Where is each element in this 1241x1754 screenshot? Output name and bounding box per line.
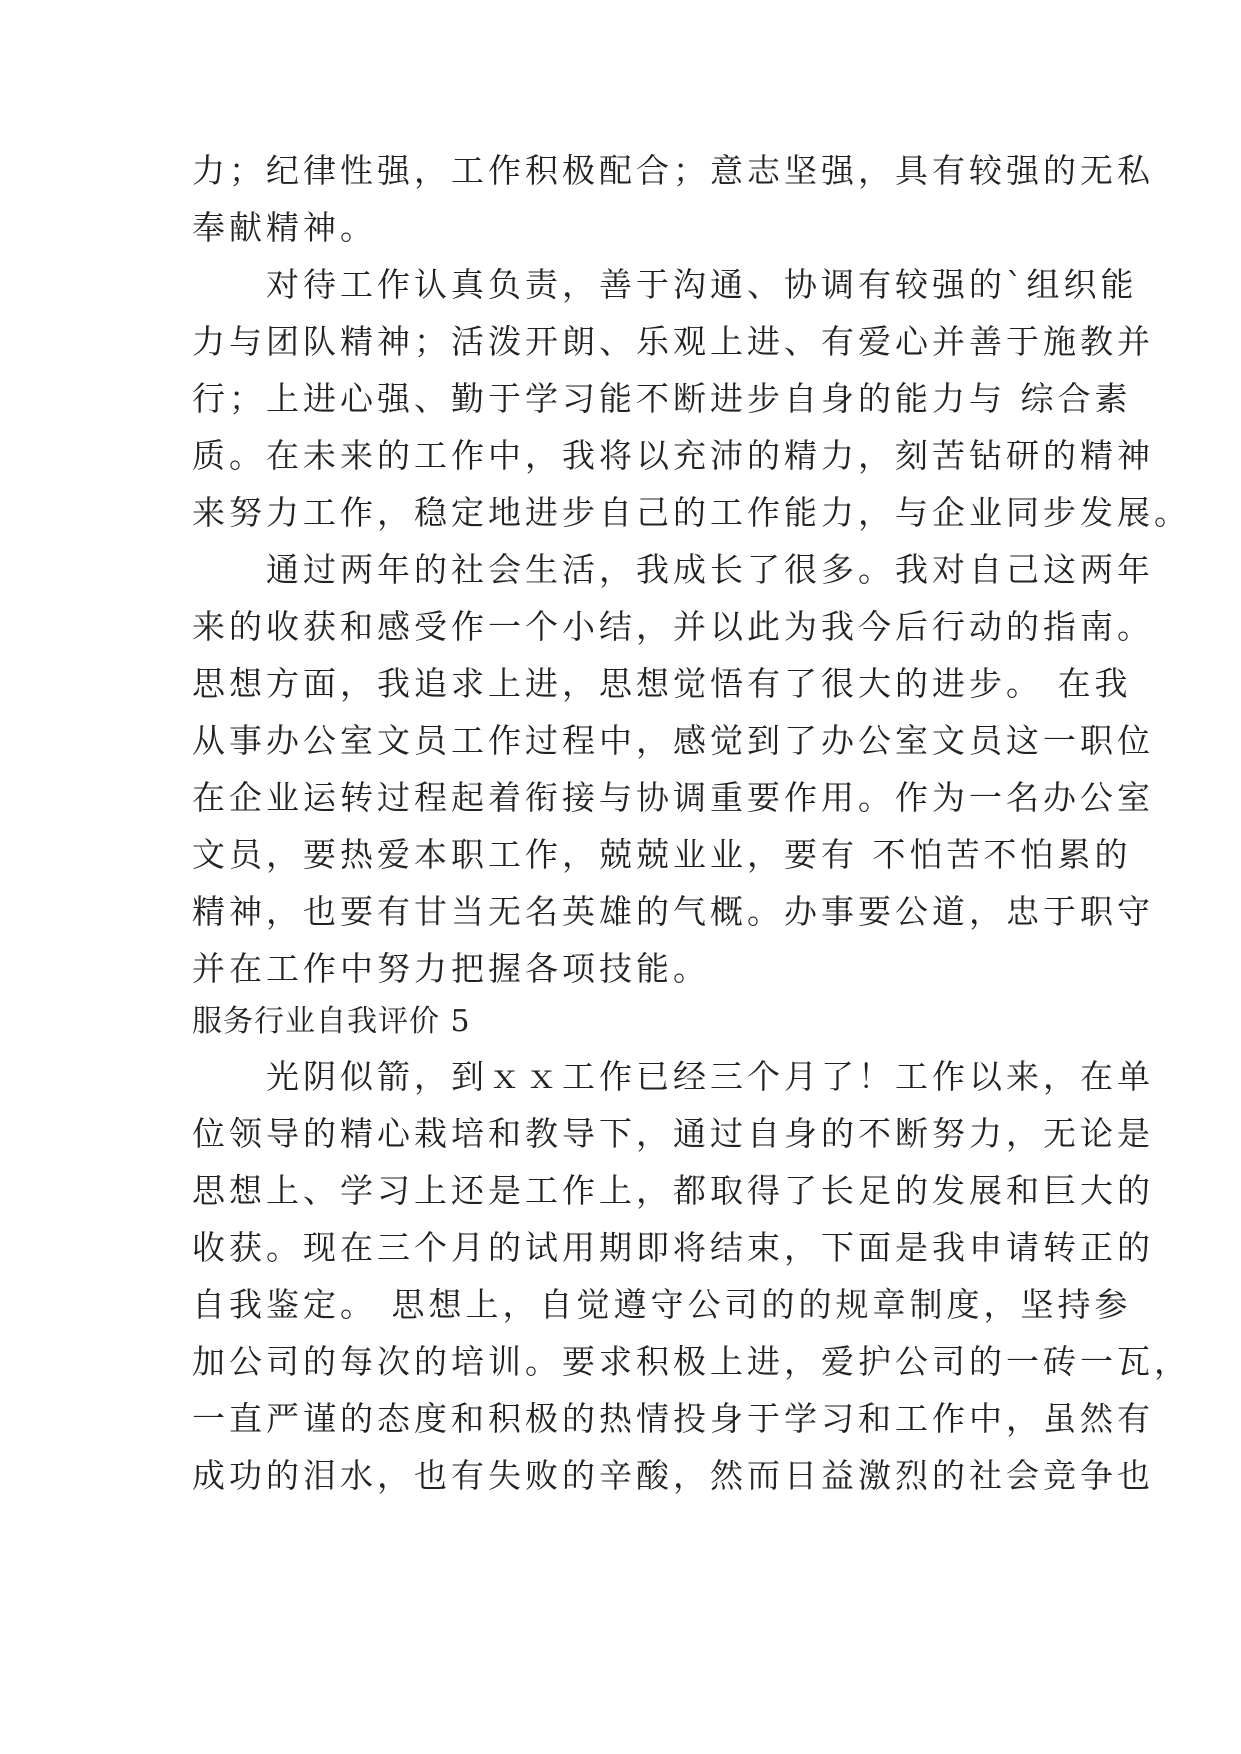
text-line: 一直严谨的态度和积极的热情投身于学习和工作中，虽然有 [192, 1399, 1154, 1438]
text-line: 思想上、学习上还是工作上，都取得了长足的发展和巨大的 [192, 1171, 1154, 1210]
text-line: 成功的泪水，也有失败的辛酸，然而日益激烈的社会竞争也 [192, 1456, 1154, 1495]
text-line: 力与团队精神；活泼开朗、乐观上进、有爱心并善于施教并 [192, 322, 1154, 361]
text-line: 质。在未来的工作中，我将以充沛的精力，刻苦钻研的精神 [192, 436, 1154, 475]
text-line: 来的收获和感受作一个小结，并以此为我今后行动的指南。 [192, 607, 1154, 646]
text-line: 力；纪律性强，工作积极配合；意志坚强，具有较强的无私 [192, 151, 1154, 190]
text-line: 自我鉴定。 思想上，自觉遵守公司的的规章制度，坚持参 [192, 1285, 1132, 1324]
text-line: 行；上进心强、勤于学习能不断进步自身的能力与 综合素 [192, 379, 1132, 418]
text-line: 思想方面，我追求上进，思想觉悟有了很大的进步。 在我 [192, 664, 1132, 703]
text-line: 奉献精神。 [192, 208, 377, 247]
text-line: 加公司的每次的培训。要求积极上进，爱护公司的一砖一瓦， [192, 1342, 1191, 1381]
text-line: 位领导的精心栽培和教导下，通过自身的不断努力，无论是 [192, 1114, 1154, 1153]
text-line: 来努力工作，稳定地进步自己的工作能力，与企业同步发展。 [192, 493, 1191, 532]
section-heading: 服务行业自我评价 5 [192, 1004, 471, 1039]
text-line: 对待工作认真负责，善于沟通、协调有较强的`组织能 [192, 265, 1138, 304]
text-line: 光阴似箭，到ｘｘ工作已经三个月了！工作以来，在单 [192, 1057, 1154, 1096]
text-line: 在企业运转过程起着衔接与协调重要作用。作为一名办公室 [192, 778, 1154, 817]
text-line: 精神，也要有甘当无名英雄的气概。办事要公道，忠于职守 [192, 892, 1154, 931]
text-line: 通过两年的社会生活，我成长了很多。我对自己这两年 [192, 550, 1154, 589]
text-line: 从事办公室文员工作过程中，感觉到了办公室文员这一职位 [192, 721, 1154, 760]
text-line: 文员，要热爱本职工作，兢兢业业，要有 不怕苦不怕累的 [192, 835, 1132, 874]
text-line: 收获。现在三个月的试用期即将结束，下面是我申请转正的 [192, 1228, 1154, 1267]
text-line: 并在工作中努力把握各项技能。 [192, 949, 710, 988]
